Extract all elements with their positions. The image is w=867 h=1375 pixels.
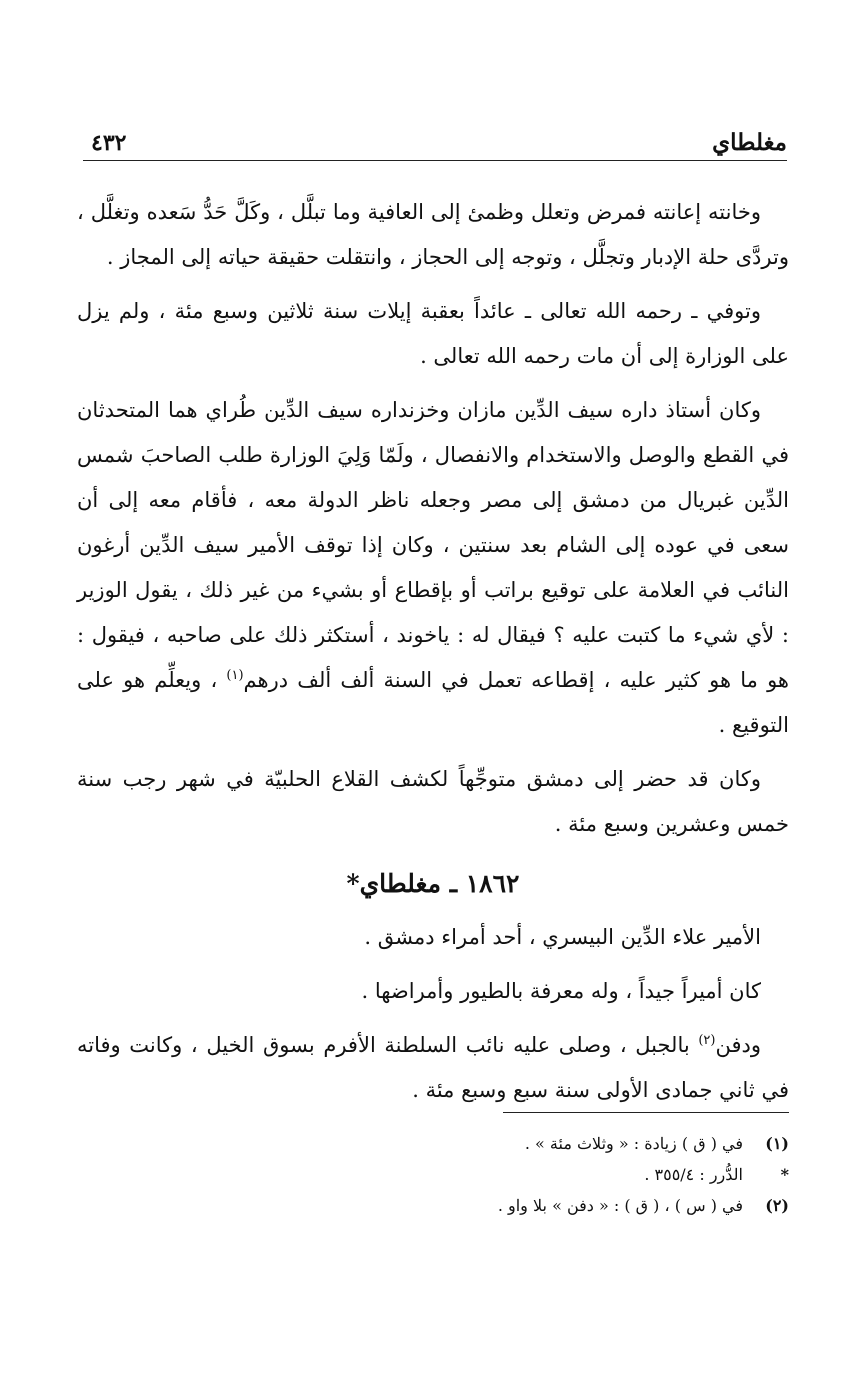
paragraph: كان أميراً جيداً ، وله معرفة بالطيور وأمراضها . [361,979,761,1003]
footnote-ref[interactable]: (١) [226,668,244,683]
footnote [77,1128,789,1159]
footnote-marker: (٢) [765,1196,789,1215]
page-header [83,128,787,162]
footnote-rule [503,1112,789,1113]
footnote-text: في ( ق ) زيادة : « وثلاث مئة » . [524,1134,743,1153]
entry-heading: ١٨٦٢ ـ مغلطاي* [346,869,520,898]
running-title: مغلطاي [712,129,787,156]
footnote-text: في ( س ) ، ( ق ) : « دفن » بلا واو . [497,1196,743,1215]
footnote-ref[interactable]: (٢) [698,1033,716,1048]
paragraph: الأمير علاء الدِّين البيسري ، أحد أمراء دمشق . [364,925,761,949]
page-number: ٤٣٢ [91,130,127,156]
footnote-marker: * [780,1165,789,1184]
paragraph: وكان قد حضر إلى دمشق متوجِّهاً لكشف القلاع الحلبيّة في شهر رجب سنة خمس وعشرين وسبع مئة . [77,767,789,836]
paragraph: وخانته إعانته فمرض وتعلل وظمئ إلى العافية وما تبلَّل ، وكَلَّ حَدُّ سَعده وتغلَّل ، وتردَّى حلة الإدبار وتجلَّل ، وتوجه إلى الحجاز ، وانتقلت حقيقة حياته إلى المجاز . [77,200,789,269]
main-text [77,190,789,1122]
paragraph: وتوفي ـ رحمه الله تعالى ـ عائداً بعقبة إيلات سنة ثلاثين وسبع مئة ، ولم يزل على الوزارة إلى أن مات رحمه الله تعالى . [77,299,789,368]
header-rule [83,160,787,161]
paragraph: ودفن$^{(٢)}$ بالجبل ، وصلى عليه نائب السلطنة الأفرم بسوق الخيل ، وكانت وفاته في ثاني جمادى الأولى سنة سبع وسبع مئة . [77,1033,789,1102]
footnote [77,1159,789,1190]
footnote-text: الدُّرر : ٣٥٥/٤ . [644,1165,743,1184]
footnote [77,1190,789,1221]
paragraph: وكان أستاذ داره سيف الدِّين مازان وخزنداره سيف الدِّين طُراي هما المتحدثان في القطع والوصل والاستخدام والانفصال ، ولَمّا وَلِيَ الوزارة طلب الصاحبَ شمس الدِّين غبريال من دمشق إلى مصر وجعله ناظر الدولة معه ، فأقام معه إلى أن سعى في عوده إلى الشام بعد سنتين ، وكان إذا توقف الأمير سيف الدِّين أرغون النائب في العلامة على توقيع براتب أو بإقطاع أو بشيء من غير ذلك ، يقول الوزير : لأي شيء ما كتبت عليه ؟ فيقال له : ياخوند ، أستكثر ذلك على صاحبه ، فيقول : هو ما هو كثير عليه ، إقطاعه تعمل في السنة ألف ألف درهم$^{(١)}$ ، ويعلِّم هو على التوقيع . [77,398,789,737]
footnotes [77,1128,789,1221]
footnote-marker: (١) [765,1134,789,1153]
